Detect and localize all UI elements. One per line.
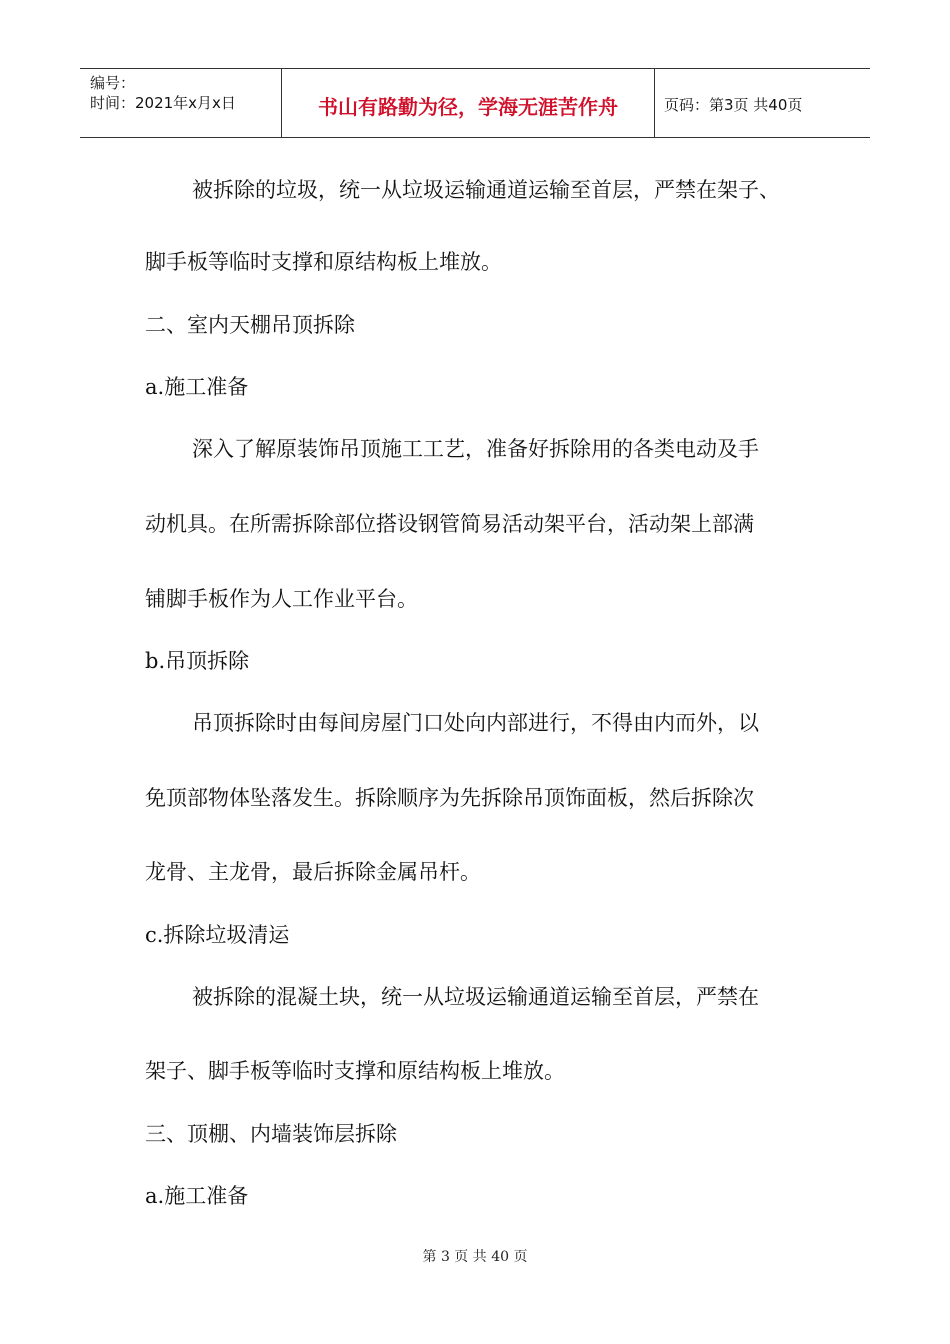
subsection-heading: c.拆除垃圾清运 (145, 923, 290, 947)
subsection-heading: b.吊顶拆除 (145, 649, 250, 673)
paragraph-line: 脚手板等临时支撑和原结构板上堆放。 (145, 250, 502, 274)
section-heading: 三、顶棚、内墙装饰层拆除 (145, 1122, 397, 1146)
subsection-heading: a.施工准备 (145, 1184, 249, 1208)
paragraph-line: 被拆除的垃圾，统一从垃圾运输通道运输至首层，严禁在架子、 (192, 178, 780, 202)
page-footer: 第 3 页 共 40 页 (422, 1249, 528, 1265)
header-info-cell (80, 69, 280, 137)
paragraph-line: 架子、脚手板等临时支撑和原结构板上堆放。 (145, 1059, 565, 1083)
header-motto-cell (281, 69, 655, 137)
page-header (80, 68, 870, 138)
header-time-label: 时间：2021年x月x日 (90, 94, 236, 112)
section-heading: 二、室内天棚吊顶拆除 (145, 313, 355, 337)
header-page-label: 页码：第3页 共40页 (664, 96, 803, 114)
paragraph-line: 深入了解原装饰吊顶施工工艺，准备好拆除用的各类电动及手 (192, 437, 759, 461)
subsection-heading: a.施工准备 (145, 375, 249, 399)
paragraph-line: 铺脚手板作为人工作业平台。 (145, 587, 418, 611)
paragraph-line: 免顶部物体坠落发生。拆除顺序为先拆除吊顶饰面板，然后拆除次 (145, 786, 754, 810)
paragraph-line: 动机具。在所需拆除部位搭设钢管简易活动架平台，活动架上部满 (145, 512, 754, 536)
paragraph-line: 龙骨、主龙骨，最后拆除金属吊杆。 (145, 860, 481, 884)
paragraph-line: 吊顶拆除时由每间房屋门口处向内部进行，不得由内而外，以 (192, 711, 759, 735)
header-motto: 书山有路勤为径，学海无涯苦作舟 (318, 95, 618, 119)
header-number-label: 编号： (90, 74, 136, 92)
header-page-cell (654, 69, 870, 137)
paragraph-line: 被拆除的混凝土块，统一从垃圾运输通道运输至首层，严禁在 (192, 985, 759, 1009)
